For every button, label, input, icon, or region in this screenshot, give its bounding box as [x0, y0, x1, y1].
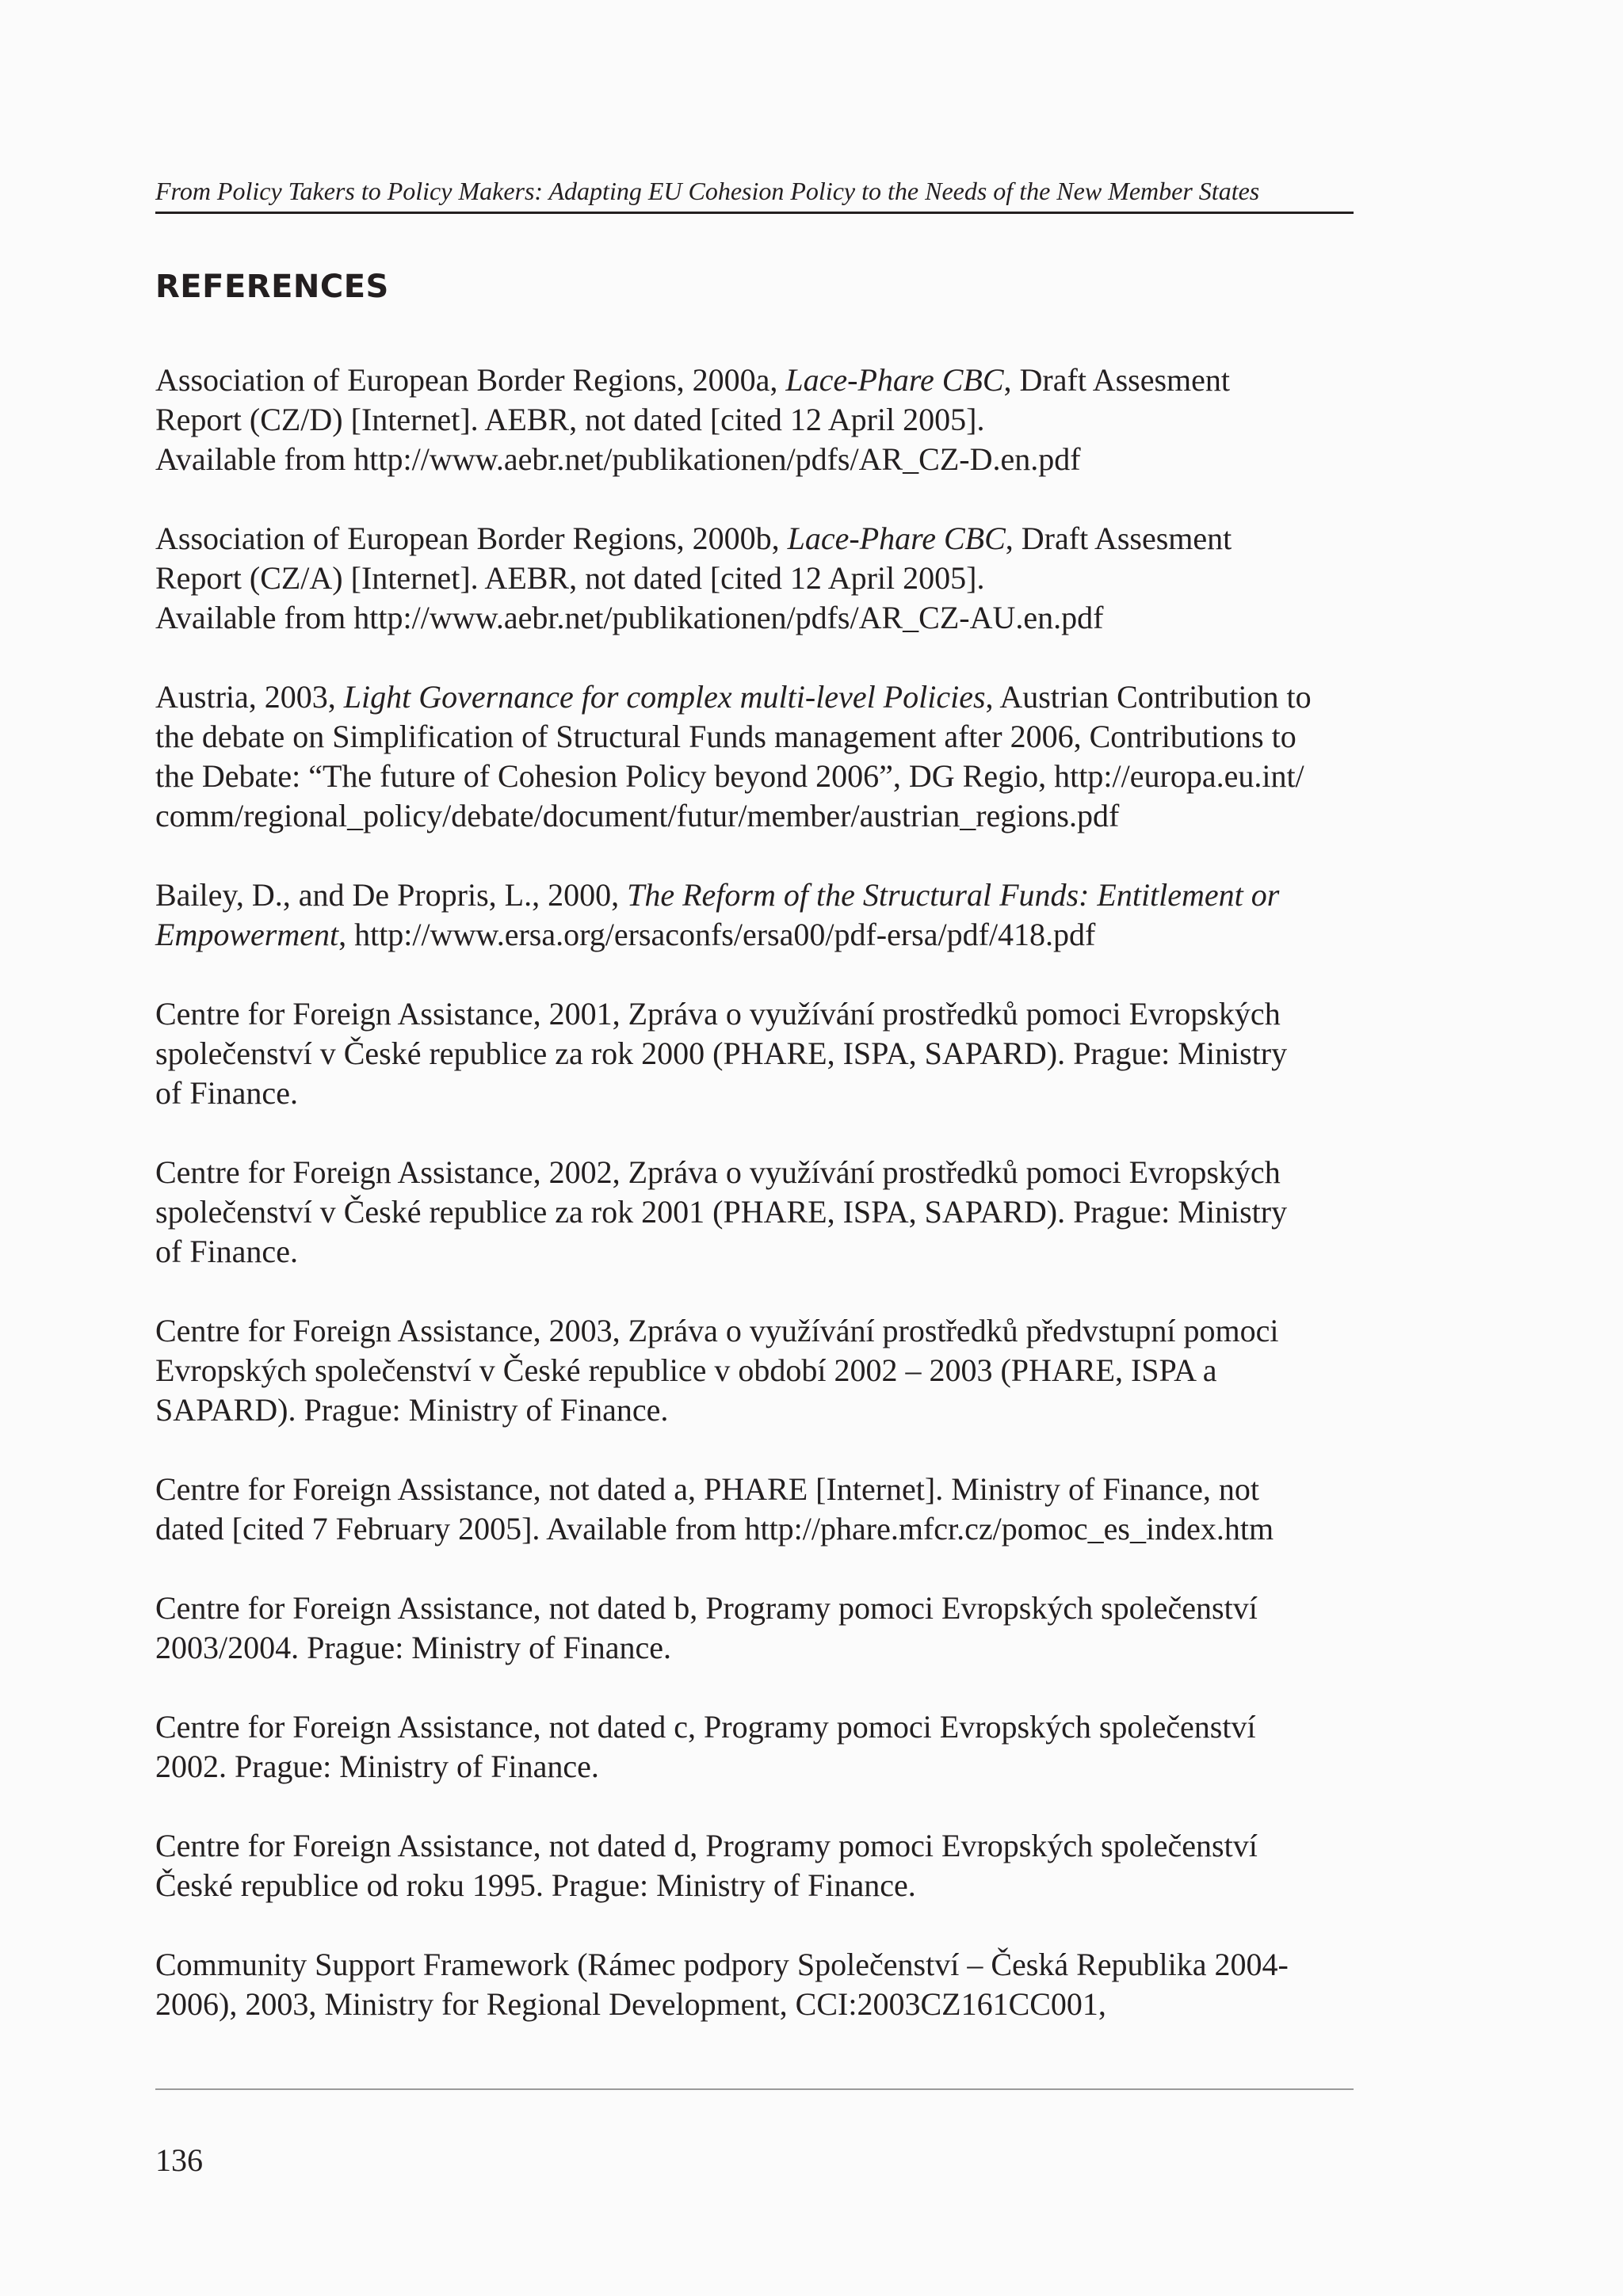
- reference-line: [155, 559, 1392, 598]
- reference-text: the debate on Simplification of Structural Funds management after 2006, Contributions to: [155, 719, 1296, 754]
- reference-line: [155, 1390, 1392, 1430]
- reference-text: Report (CZ/A) [Internet]. AEBR, not dated [cited 12 April 2005].: [155, 560, 985, 596]
- reference-entry: [155, 677, 1392, 836]
- reference-line: [155, 400, 1392, 440]
- reference-text: , Austrian Contribution to: [985, 679, 1312, 715]
- reference-text: 2003/2004. Prague: Ministry of Finance.: [155, 1630, 672, 1665]
- footer-divider: [155, 2088, 1354, 2090]
- reference-entry: [155, 1826, 1392, 1905]
- reference-entry: [155, 1470, 1392, 1549]
- reference-text: Centre for Foreign Assistance, not dated d, Programy pomoci Evropských společenství: [155, 1828, 1258, 1863]
- reference-text: Centre for Foreign Assistance, not dated b, Programy pomoci Evropských společenství: [155, 1590, 1258, 1626]
- reference-text: Centre for Foreign Assistance, not dated a, PHARE [Internet]. Ministry of Finance, not: [155, 1471, 1260, 1507]
- reference-text: společenství v České republice za rok 2000 (PHARE, ISPA, SAPARD). Prague: Ministry: [155, 1035, 1288, 1071]
- reference-line: [155, 1311, 1392, 1351]
- reference-text: Evropských společenství v České republice v období 2002 – 2003 (PHARE, ISPA a: [155, 1352, 1217, 1388]
- reference-text: společenství v České republice za rok 2001 (PHARE, ISPA, SAPARD). Prague: Ministry: [155, 1194, 1288, 1230]
- reference-line: [155, 440, 1392, 479]
- reference-line: [155, 360, 1392, 400]
- reference-entry: [155, 1707, 1392, 1787]
- reference-entry: [155, 1589, 1392, 1668]
- references-list: [155, 360, 1392, 2064]
- reference-text: 2002. Prague: Ministry of Finance.: [155, 1749, 599, 1784]
- reference-text: Bailey, D., and De Propris, L., 2000,: [155, 877, 628, 913]
- reference-line: [155, 1034, 1392, 1074]
- reference-text: of Finance.: [155, 1075, 298, 1111]
- reference-line: [155, 915, 1392, 955]
- reference-line: [155, 598, 1392, 638]
- reference-line: [155, 796, 1392, 836]
- reference-line: [155, 1192, 1392, 1232]
- reference-line: [155, 1074, 1392, 1113]
- reference-line: [155, 1470, 1392, 1509]
- reference-text: SAPARD). Prague: Ministry of Finance.: [155, 1392, 669, 1428]
- reference-line: [155, 1589, 1392, 1628]
- reference-line: [155, 1826, 1392, 1866]
- reference-text: comm/regional_policy/debate/document/futur/member/austrian_regions.pdf: [155, 798, 1120, 833]
- reference-line: [155, 1985, 1392, 2024]
- reference-title: Lace-Phare CBC: [787, 521, 1006, 556]
- reference-text: Austria, 2003,: [155, 679, 344, 715]
- reference-entry: [155, 1945, 1392, 2024]
- reference-line: [155, 1153, 1392, 1192]
- reference-line: [155, 875, 1392, 915]
- reference-title: Light Governance for complex multi-level Policies: [343, 679, 986, 715]
- reference-title: The Reform of the Structural Funds: Entitlement or: [627, 877, 1280, 913]
- page-header: [155, 173, 1354, 214]
- reference-line: [155, 1351, 1392, 1390]
- reference-line: [155, 1509, 1392, 1549]
- reference-text: Association of European Border Regions, 2000b,: [155, 521, 788, 556]
- reference-entry: [155, 1311, 1392, 1430]
- reference-text: the Debate: “The future of Cohesion Policy beyond 2006”, DG Regio, http://europa.eu.int/: [155, 758, 1304, 794]
- reference-entry: [155, 875, 1392, 955]
- reference-text: Association of European Border Regions, 2000a,: [155, 362, 786, 398]
- reference-text: Centre for Foreign Assistance, 2002, Zpráva o využívání prostředků pomoci Evropských: [155, 1154, 1281, 1190]
- reference-entry: [155, 519, 1392, 638]
- reference-entry: [155, 360, 1392, 479]
- reference-title: Lace-Phare CBC: [785, 362, 1004, 398]
- reference-text: , http://www.ersa.org/ersaconfs/ersa00/pdf-ersa/pdf/418.pdf: [338, 917, 1096, 952]
- reference-text: dated [cited 7 February 2005]. Available from http://phare.mfcr.cz/pomoc_es_index.htm: [155, 1511, 1274, 1547]
- reference-line: [155, 757, 1392, 796]
- reference-text: Centre for Foreign Assistance, 2003, Zpráva o využívání prostředků předvstupní pomoci: [155, 1313, 1279, 1348]
- reference-line: [155, 677, 1392, 717]
- reference-text: Community Support Framework (Rámec podpory Společenství – Česká Republika 2004-: [155, 1947, 1289, 1982]
- reference-line: [155, 717, 1392, 757]
- reference-line: [155, 519, 1392, 559]
- reference-text: Centre for Foreign Assistance, not dated c, Programy pomoci Evropských společenství: [155, 1709, 1256, 1745]
- reference-text: 2006), 2003, Ministry for Regional Development, CCI:2003CZ161CC001,: [155, 1986, 1106, 2022]
- reference-title: Empowerment: [155, 917, 339, 952]
- reference-text: , Draft Assesment: [1005, 521, 1232, 556]
- reference-text: Available from http://www.aebr.net/publikationen/pdfs/AR_CZ-AU.en.pdf: [155, 600, 1104, 635]
- running-title: From Policy Takers to Policy Makers: Adapting EU Cohesion Policy to the Needs of the New Member States: [155, 177, 1260, 205]
- reference-line: [155, 1232, 1392, 1272]
- reference-text: České republice od roku 1995. Prague: Ministry of Finance.: [155, 1867, 916, 1903]
- section-heading: REFERENCES: [155, 269, 389, 305]
- reference-text: Centre for Foreign Assistance, 2001, Zpráva o využívání prostředků pomoci Evropských: [155, 996, 1281, 1032]
- reference-text: , Draft Assesment: [1003, 362, 1231, 398]
- reference-line: [155, 1628, 1392, 1668]
- reference-entry: [155, 994, 1392, 1113]
- reference-line: [155, 1866, 1392, 1905]
- page-number: 136: [155, 2142, 203, 2178]
- reference-line: [155, 1707, 1392, 1747]
- reference-text: of Finance.: [155, 1234, 298, 1269]
- reference-line: [155, 994, 1392, 1034]
- reference-text: Report (CZ/D) [Internet]. AEBR, not dated [cited 12 April 2005].: [155, 402, 985, 437]
- reference-text: Available from http://www.aebr.net/publikationen/pdfs/AR_CZ-D.en.pdf: [155, 441, 1081, 477]
- reference-entry: [155, 1153, 1392, 1272]
- reference-line: [155, 1945, 1392, 1985]
- reference-line: [155, 1747, 1392, 1787]
